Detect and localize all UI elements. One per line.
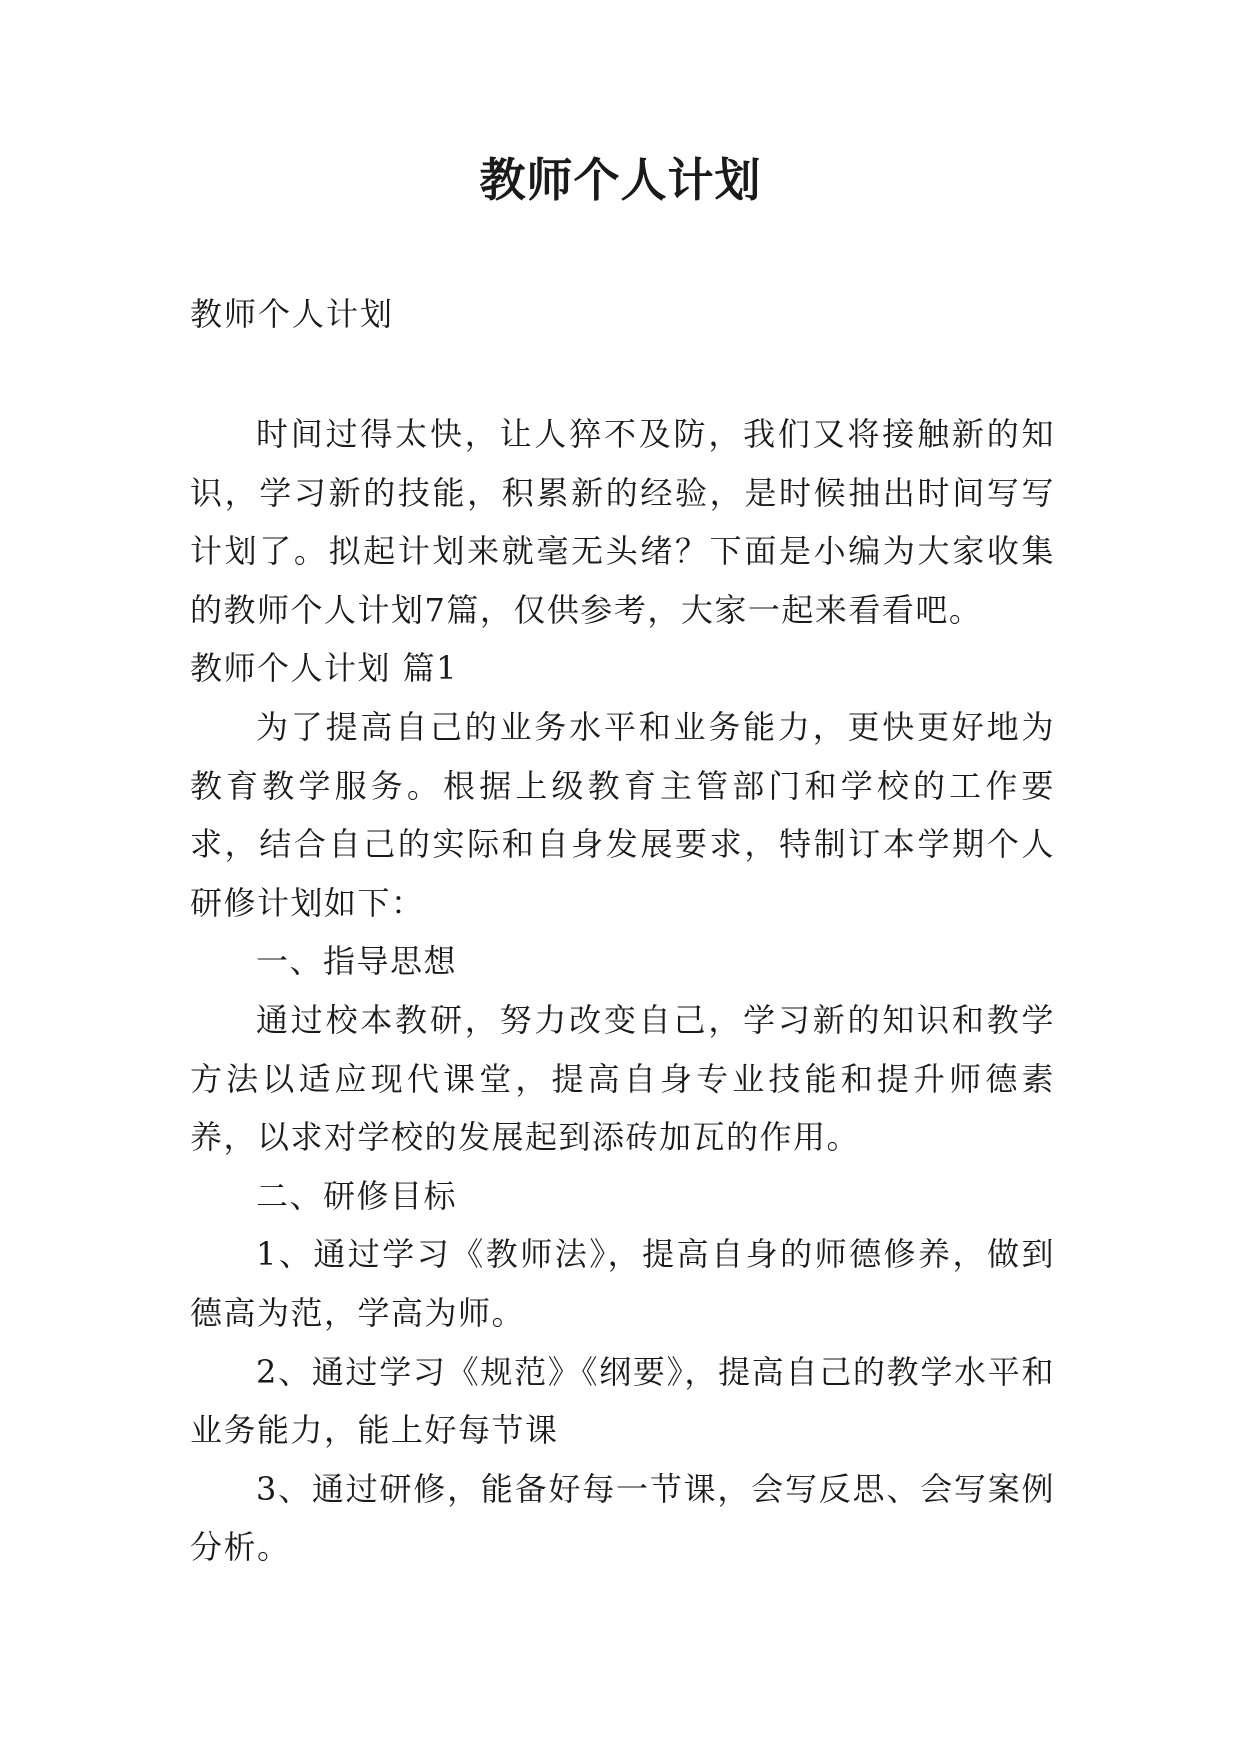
document-title: 教师个人计划 — [479, 153, 762, 207]
goal-item-1: 1、通过学习《教师法》，提高自身的师德修养，做到德高为范，学高为师。 — [190, 1235, 1055, 1332]
goal-item-3: 3、通过研修，能备好每一节课，会写反思、会写案例分析。 — [190, 1469, 1055, 1567]
heading-research-goals: 二、研修目标 — [256, 1176, 458, 1215]
goal-item-2: 2、通过学习《规范》《纲要》，提高自己的教学水平和业务能力，能上好每节课 — [190, 1352, 1055, 1450]
heading-guiding-idea: 一、指导思想 — [256, 942, 458, 981]
paragraph-intro: 时间过得太快，让人猝不及防，我们又将接触新的知识，学习新的技能，积累新的经验，是时候抽出时间写写计划了。拟起计划来就毫无头绪？下面是小编为大家收集的教师个人计划7篇，仅供参考，大家一起来看看吧。 — [190, 415, 1055, 629]
document-body — [190, 405, 1055, 1577]
paragraph-guiding-idea: 通过校本教研，努力改变自己，学习新的知识和教学方法以适应现代课堂，提高自身专业技能和提升师德素养，以求对学校的发展起到添砖加瓦的作用。 — [190, 1000, 1055, 1157]
paragraph-purpose: 为了提高自己的业务水平和业务能力，更快更好地为教育教学服务。根据上级教育主管部门和学校的工作要求，结合自己的实际和自身发展要求，特制订本学期个人研修计划如下： — [190, 707, 1055, 922]
document-subtitle: 教师个人计划 — [190, 295, 395, 333]
section-heading-part1: 教师个人计划 篇1 — [190, 649, 459, 688]
